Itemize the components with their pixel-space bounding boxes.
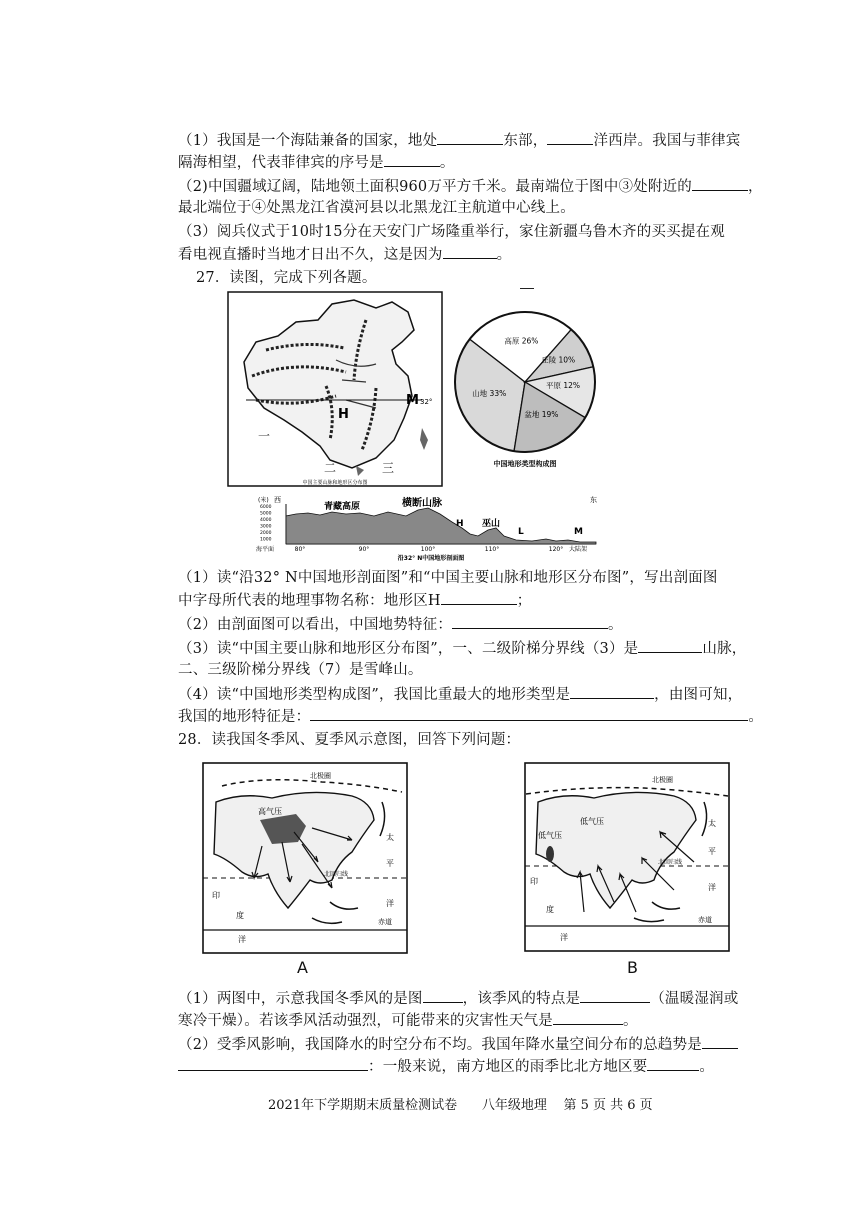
text: 。 <box>699 1059 715 1075</box>
text: （2)中国疆域辽阔，陆地领土面积960万平方千米。最南端位于图中③处附近的 <box>178 179 692 195</box>
answer-blank[interactable] <box>452 614 608 629</box>
page-footer <box>268 1094 653 1113</box>
text: （2）由剖面图可以看出，中国地势特征： <box>178 617 453 633</box>
map-title: 中国主要山脉和地形区分布图 <box>302 480 368 486</box>
profile-terrain <box>286 508 596 544</box>
answer-blank[interactable] <box>443 244 497 259</box>
terrain-type-pie-chart <box>445 306 605 474</box>
map-a-label-high: 高气压 <box>258 807 282 816</box>
text: 洋西岸。我国与菲律宾 <box>593 133 741 149</box>
answer-blank[interactable] <box>384 152 440 167</box>
text: 。 <box>748 709 764 725</box>
map-b-label-arctic: 北极圈 <box>652 776 673 784</box>
q26-p3-line1: （3）阅兵仪式于10时15分在天安门广场隆重举行，家住新疆乌鲁木齐的买买提在观 <box>178 224 725 240</box>
map-b-label-du: 度 <box>546 905 554 914</box>
footer-subject: 八年级地理 <box>481 1098 547 1113</box>
q27-q3-line2: 二、三级阶梯分界线（7）是雪峰山。 <box>178 662 423 678</box>
pie-label: 盆地 19% <box>524 409 559 419</box>
text: 。 <box>608 617 623 633</box>
map-label-H: H <box>338 407 349 422</box>
answer-blank[interactable] <box>638 638 702 653</box>
map-b-caption: B <box>627 958 638 977</box>
map-b-label-ping: 平 <box>708 847 716 856</box>
text: ：一般来说，南方地区的雨季比北方地区要 <box>368 1059 648 1075</box>
text: 。 <box>496 247 512 263</box>
profile-y-tick: 6000 <box>260 505 272 510</box>
pie-label: 高原 26% <box>504 336 539 346</box>
map-a-caption: A <box>297 958 308 977</box>
map-b-label-tai: 太 <box>708 819 716 828</box>
pie-title: 中国地形类型构成图 <box>493 460 557 468</box>
map-label-one: 一 <box>258 429 271 443</box>
text: ，该季风的特点是 <box>462 991 581 1007</box>
map-a-label-yin: 印 <box>212 891 220 900</box>
q27-title: 27．读图，完成下列各题。 <box>196 270 377 286</box>
profile-sea-level: 海平面 <box>256 546 275 553</box>
map-a-label-tai: 太 <box>386 833 394 842</box>
profile-label-range: 横断山脉 <box>402 498 442 509</box>
q26-p1-line1 <box>178 130 740 151</box>
map-b-label-equator: 赤道 <box>698 916 712 924</box>
q28-q2-line1 <box>178 1034 738 1055</box>
answer-blank[interactable] <box>692 176 748 191</box>
answer-blank[interactable] <box>178 1056 368 1071</box>
q26-p2-line1 <box>178 176 763 197</box>
q26-p1-line2 <box>178 152 455 173</box>
q27-q4-line2 <box>178 706 763 727</box>
answer-blank[interactable] <box>647 1056 699 1071</box>
answer-blank[interactable] <box>310 706 748 721</box>
text: ； <box>516 593 532 609</box>
text: （1）两图中，示意我国冬季风的是图 <box>178 991 423 1007</box>
profile-x-tick: 90° <box>358 546 370 553</box>
text: 。 <box>439 155 455 171</box>
map-label-lat: 32° <box>420 398 433 406</box>
profile-label-plateau: 青藏高原 <box>324 502 361 512</box>
map-b-low-pressure-area <box>546 846 554 862</box>
text: ， <box>747 179 763 195</box>
q27-q2-line <box>178 614 623 635</box>
map-a-label-equator: 赤道 <box>378 918 392 926</box>
map-b-label-yin: 印 <box>530 877 538 886</box>
q28-title: 28．读我国冬季风、夏季风示意图，回答下列问题： <box>178 732 521 748</box>
text: 看电视直播时当地才日出不久，这是因为 <box>178 247 443 263</box>
answer-blank[interactable] <box>441 590 517 605</box>
map-label-two: 二 <box>324 461 337 475</box>
answer-blank[interactable] <box>570 684 654 699</box>
text: （1）我国是一个海陆兼备的国家，地处 <box>178 133 438 149</box>
monsoon-map-b <box>524 762 730 952</box>
text: （4）读“中国地形类型构成图”，我国比重最大的地形类型是 <box>178 687 571 703</box>
profile-y-ticks <box>260 504 272 543</box>
profile-west: 西 <box>274 496 281 504</box>
q28-q2-line2 <box>178 1056 714 1077</box>
map-a-label-yang: 洋 <box>386 899 394 908</box>
lat-32-profile-chart <box>256 494 602 562</box>
pie-label: 平原 12% <box>545 381 581 391</box>
answer-blank[interactable] <box>702 1034 738 1049</box>
footer-exam: 2021年下学期期末质量检测试卷 <box>268 1098 458 1113</box>
footer-page: 第 5 页 共 6 页 <box>563 1098 653 1113</box>
answer-blank[interactable] <box>553 1010 623 1025</box>
text: 中字母所代表的地理事物名称：地形区H <box>178 593 441 609</box>
stray-mark <box>520 288 534 289</box>
china-mountain-terrain-map <box>226 290 444 490</box>
map-b-label-yang2: 洋 <box>560 933 568 942</box>
profile-y-tick: 5000 <box>260 511 272 517</box>
pie-label: 山地 33% <box>472 389 507 399</box>
monsoon-map-a <box>202 762 408 954</box>
profile-y-tick: 1000 <box>260 537 272 543</box>
map-a-label-tropic: 北回归线 <box>324 871 349 878</box>
q27-q4-line1 <box>178 684 742 705</box>
map-b-label-low2: 低气压 <box>538 831 562 840</box>
profile-label-M: M <box>574 527 583 537</box>
map-a-label-ping: 平 <box>386 859 394 868</box>
text: 。 <box>622 1013 638 1029</box>
text: 东部， <box>503 133 548 149</box>
q26-p2-line2: 最北端位于④处黑龙江省漠河县以北黑龙江主航道中心线上。 <box>178 200 575 216</box>
profile-x-tick: 80° <box>294 546 306 553</box>
q26-p3-line2 <box>178 244 511 265</box>
q27-q1-line1: （1）读“沿32° N中国地形剖面图”和“中国主要山脉和地形区分布图”，写出剖面图 <box>178 570 718 586</box>
answer-blank[interactable] <box>423 988 463 1003</box>
q27-q3-line1 <box>178 638 746 659</box>
text: （温暖湿润或 <box>650 991 739 1007</box>
map-a-label-du: 度 <box>236 911 244 920</box>
text: （2）受季风影响，我国降水的时空分布不均。我国年降水量空间分布的总趋势是 <box>178 1037 702 1053</box>
text: 寒冷干燥）。若该季风活动强烈，可能带来的灾害性天气是 <box>178 1013 553 1029</box>
profile-x-tick: 120° <box>548 546 564 553</box>
profile-label-L: L <box>518 527 524 537</box>
profile-unit: (米) <box>258 497 269 504</box>
text: 我国的地形特征是： <box>178 709 311 725</box>
profile-y-tick: 2000 <box>260 531 272 536</box>
q28-q1-line2 <box>178 1010 638 1031</box>
q28-q1-line1 <box>178 988 738 1009</box>
text: ，由图可知， <box>654 687 743 703</box>
answer-blank[interactable] <box>437 130 503 145</box>
profile-continent: 大陆架 <box>569 546 588 553</box>
profile-x-tick: 110° <box>484 546 500 553</box>
map-a-label-yang2: 洋 <box>238 935 246 944</box>
map-label-three: 三 <box>382 461 395 475</box>
answer-blank[interactable] <box>580 988 650 1003</box>
pie-label: 丘陵 10% <box>541 355 576 365</box>
q27-q1-line2 <box>178 590 531 611</box>
answer-blank[interactable] <box>547 130 593 145</box>
text: 隔海相望，代表菲律宾的序号是 <box>178 155 384 171</box>
profile-y-tick: 3000 <box>260 524 272 530</box>
text: 山脉， <box>702 641 747 657</box>
profile-label-wushan: 巫山 <box>482 519 501 529</box>
map-a-label-arctic: 北极圈 <box>310 772 331 780</box>
profile-label-H: H <box>456 519 464 529</box>
map-label-M: M <box>406 393 419 408</box>
map-b-label-yang: 洋 <box>708 883 716 892</box>
profile-east: 东 <box>590 496 597 504</box>
map-b-label-tropic: 北回归线 <box>658 859 683 866</box>
text: （3）读“中国主要山脉和地形区分布图”，一、二级阶梯分界线（3）是 <box>178 641 639 657</box>
profile-x-tick: 100° <box>420 546 436 553</box>
profile-x-ticks <box>295 546 564 553</box>
map-b-label-low1: 低气压 <box>580 817 604 826</box>
profile-title: 沿32° N中国地形剖面图 <box>397 555 465 562</box>
profile-y-tick: 4000 <box>260 518 272 523</box>
